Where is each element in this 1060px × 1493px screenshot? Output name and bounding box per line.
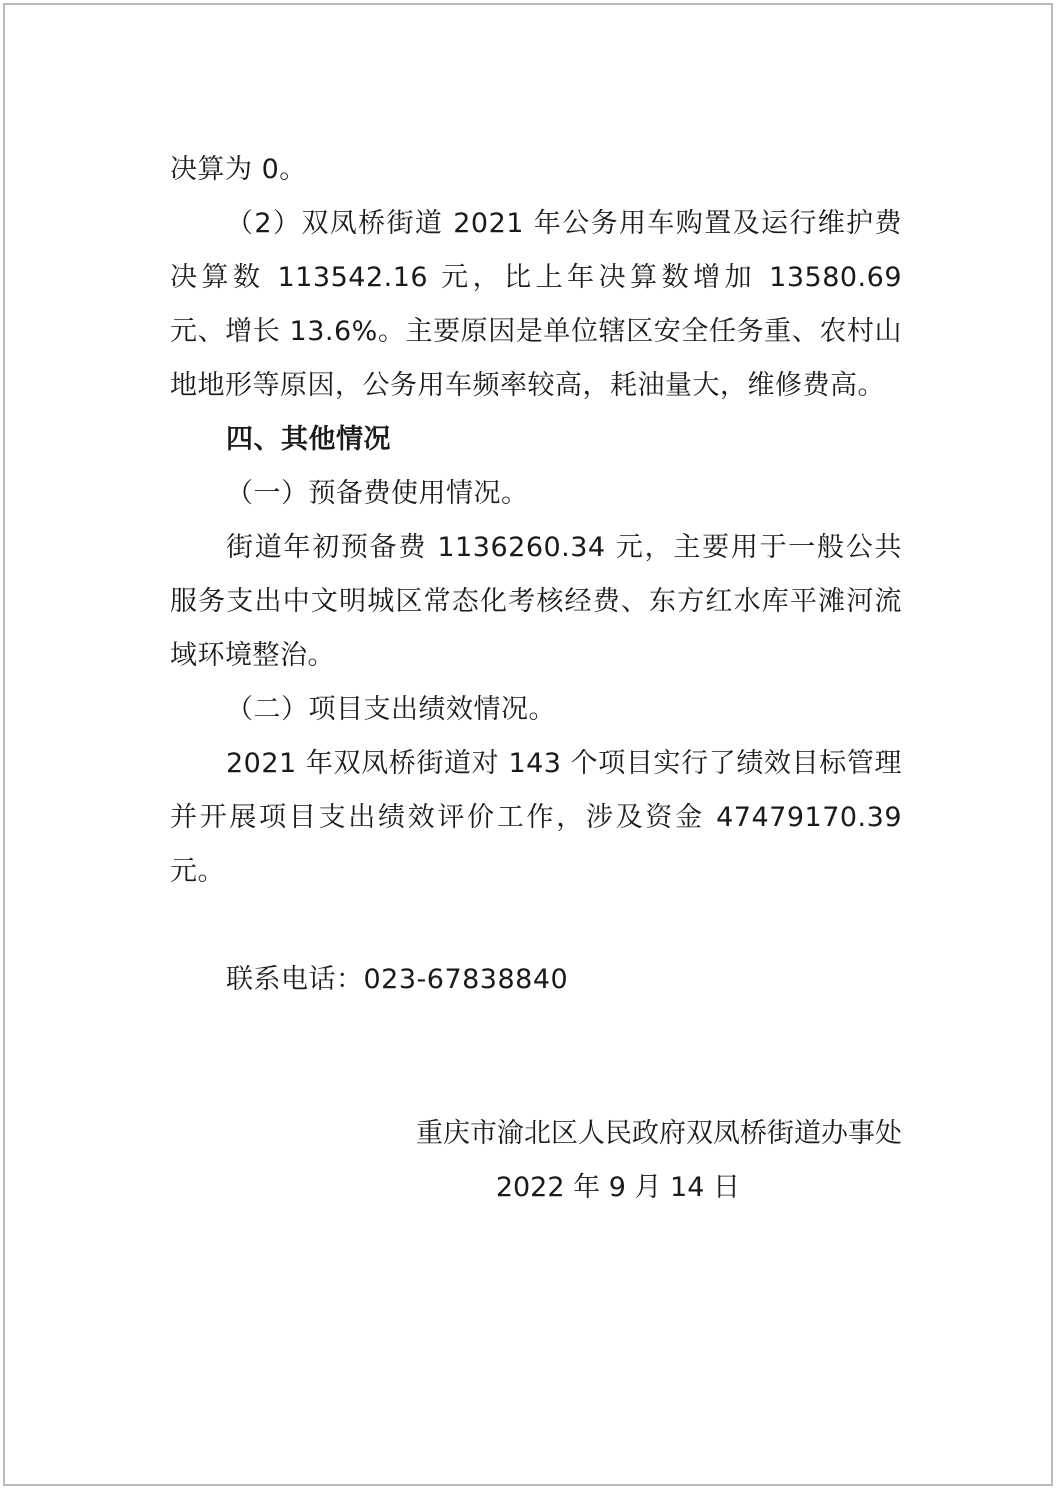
subheading-reserve-fund: （一）预备费使用情况。 — [226, 478, 529, 509]
paragraph-continuation: 决算为 0。 — [170, 154, 307, 185]
paragraph-vehicle-expense: （2）双凤桥街道 2021 年公务用车购置及运行维护费决算数 113542.16 元，比上年决算数增加 13580.69 元、增长 13.6%。主要原因是单位辖区安全任务重、农村山地地形等原因，公务用车频率较高，耗油量大，维修费高。 — [170, 208, 902, 401]
subheading-project-performance: （二）项目支出绩效情况。 — [226, 694, 556, 725]
blank-line — [170, 899, 902, 953]
document-body — [170, 143, 902, 1215]
paragraph-reserve-fund: 街道年初预备费 1136260.34 元，主要用于一般公共服务支出中文明城区常态化考核经费、东方红水库平滩河流域环境整治。 — [170, 532, 902, 671]
signature-date: 2022 年 9 月 14 日 — [495, 1172, 740, 1203]
signature-organization: 重庆市渝北区人民政府双凤桥街道办事处 — [416, 1118, 902, 1149]
paragraph-project-performance: 2021 年双凤桥街道对 143 个项目实行了绩效目标管理并开展项目支出绩效评价工作，涉及资金 47479170.39 元。 — [170, 748, 902, 887]
blank-line — [170, 1007, 902, 1107]
section-heading-other: 四、其他情况 — [226, 424, 391, 455]
contact-phone: 联系电话：023-67838840 — [226, 964, 569, 995]
document-page — [3, 3, 1053, 1486]
